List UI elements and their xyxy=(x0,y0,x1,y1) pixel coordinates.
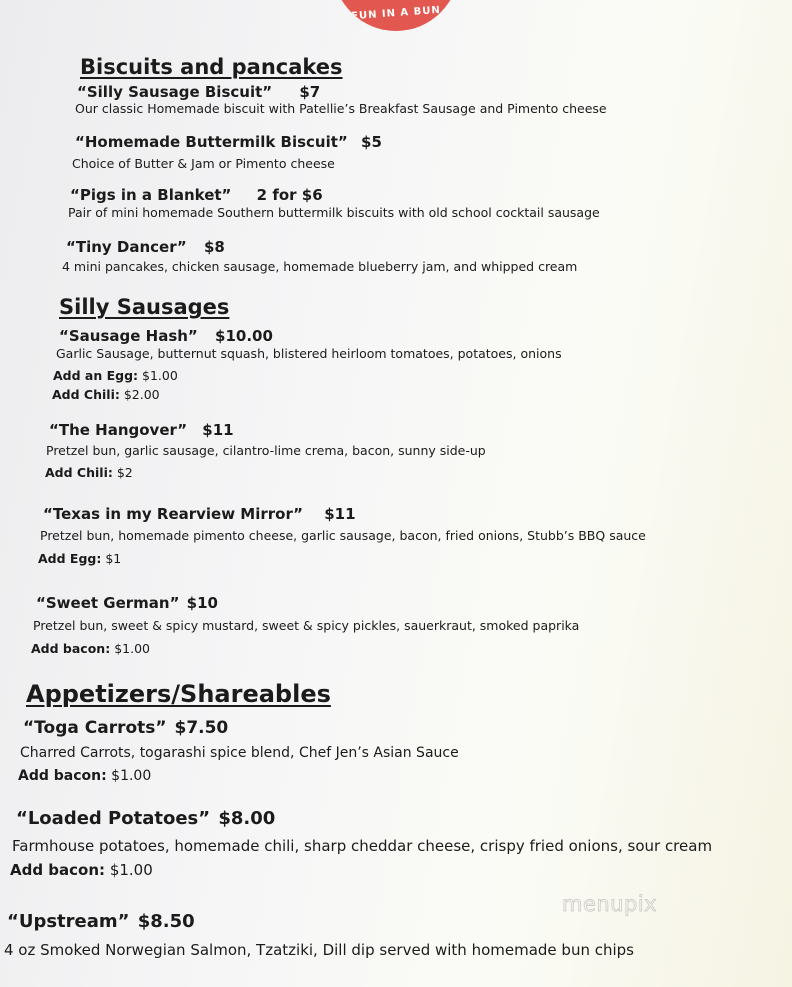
item-addon: Add bacon: $1.00 xyxy=(31,641,150,656)
item-addon: Add Chili: $2 xyxy=(45,465,133,480)
item-name: “Texas in my Rearview Mirror” xyxy=(43,505,304,523)
item-price: $5 xyxy=(361,133,382,151)
item-description: Pretzel bun, garlic sausage, cilantro-lime crema, bacon, sunny side-up xyxy=(46,443,486,458)
item-description: 4 oz Smoked Norwegian Salmon, Tzatziki, Dill dip served with homemade bun chips xyxy=(4,941,634,959)
menu-item-upstream xyxy=(7,911,195,932)
item-price: $11 xyxy=(202,421,234,439)
menu-item-pigs-in-a-blanket xyxy=(70,186,323,204)
item-price: $8.00 xyxy=(218,808,276,829)
item-name: “Silly Sausage Biscuit” xyxy=(77,83,273,101)
menu-item-toga-carrots xyxy=(23,718,228,738)
section-title-sausages: Silly Sausages xyxy=(59,295,230,319)
item-name: “Homemade Buttermilk Biscuit” xyxy=(75,133,348,151)
item-addon: Add Chili: $2.00 xyxy=(52,387,160,402)
item-description: Choice of Butter & Jam or Pimento cheese xyxy=(72,156,335,171)
item-description: Our classic Homemade biscuit with Patellie’s Breakfast Sausage and Pimento cheese xyxy=(75,101,607,116)
item-description: 4 mini pancakes, chicken sausage, homemade blueberry jam, and whipped cream xyxy=(62,259,578,274)
item-price: $7.50 xyxy=(174,718,229,738)
item-description: Pair of mini homemade Southern buttermilk biscuits with old school cocktail sausage xyxy=(68,205,600,220)
item-price: $11 xyxy=(324,505,356,523)
menu-item-texas-in-my-rearview-mirror xyxy=(43,505,356,523)
menu-item-sausage-hash xyxy=(59,327,273,345)
item-description: Charred Carrots, togarashi spice blend, Chef Jen’s Asian Sauce xyxy=(20,745,459,761)
item-description: Farmhouse potatoes, homemade chili, sharp cheddar cheese, crispy fried onions, sour cream xyxy=(12,837,713,855)
item-addon: Add bacon: $1.00 xyxy=(18,768,152,784)
item-price: 2 for $6 xyxy=(256,186,323,204)
item-name: “Loaded Potatoes” xyxy=(16,808,211,829)
item-addon: Add Egg: $1 xyxy=(38,551,122,566)
item-name: “Toga Carrots” xyxy=(23,718,167,738)
item-addon: Add an Egg: $1.00 xyxy=(53,368,178,383)
item-description: Garlic Sausage, butternut squash, blistered heirloom tomatoes, potatoes, onions xyxy=(56,346,562,361)
menu-item-loaded-potatoes xyxy=(16,808,275,829)
logo-text: FUN IN A BUN xyxy=(350,4,442,23)
item-price: $10.00 xyxy=(215,327,273,345)
item-name: “Sausage Hash” xyxy=(59,327,198,345)
menu-item-tiny-dancer xyxy=(66,238,225,256)
section-title-appetizers: Appetizers/Shareables xyxy=(26,680,331,708)
item-price: $8 xyxy=(204,238,225,256)
item-description: Pretzel bun, sweet & spicy mustard, sweet & spicy pickles, sauerkraut, smoked paprika xyxy=(33,618,580,633)
restaurant-logo xyxy=(333,0,459,31)
menu-item-silly-sausage-biscuit xyxy=(77,83,320,101)
item-price: $10 xyxy=(186,594,218,612)
item-name: “Pigs in a Blanket” xyxy=(70,186,232,204)
menu-item-sweet-german xyxy=(36,594,218,612)
item-name: “Tiny Dancer” xyxy=(66,238,187,256)
item-price: $8.50 xyxy=(137,911,195,932)
item-description: Pretzel bun, homemade pimento cheese, garlic sausage, bacon, fried onions, Stubb’s BBQ sauce xyxy=(40,528,646,543)
item-name: “Sweet German” xyxy=(36,594,180,612)
section-title-biscuits: Biscuits and pancakes xyxy=(80,55,343,79)
menupix-watermark: menupix xyxy=(562,892,658,916)
item-name: “Upstream” xyxy=(7,911,130,932)
menu-item-the-hangover xyxy=(49,421,234,439)
item-name: “The Hangover” xyxy=(49,421,188,439)
menu-item-homemade-buttermilk-biscuit xyxy=(75,133,382,151)
item-price: $7 xyxy=(299,83,321,101)
item-addon: Add bacon: $1.00 xyxy=(10,861,153,879)
